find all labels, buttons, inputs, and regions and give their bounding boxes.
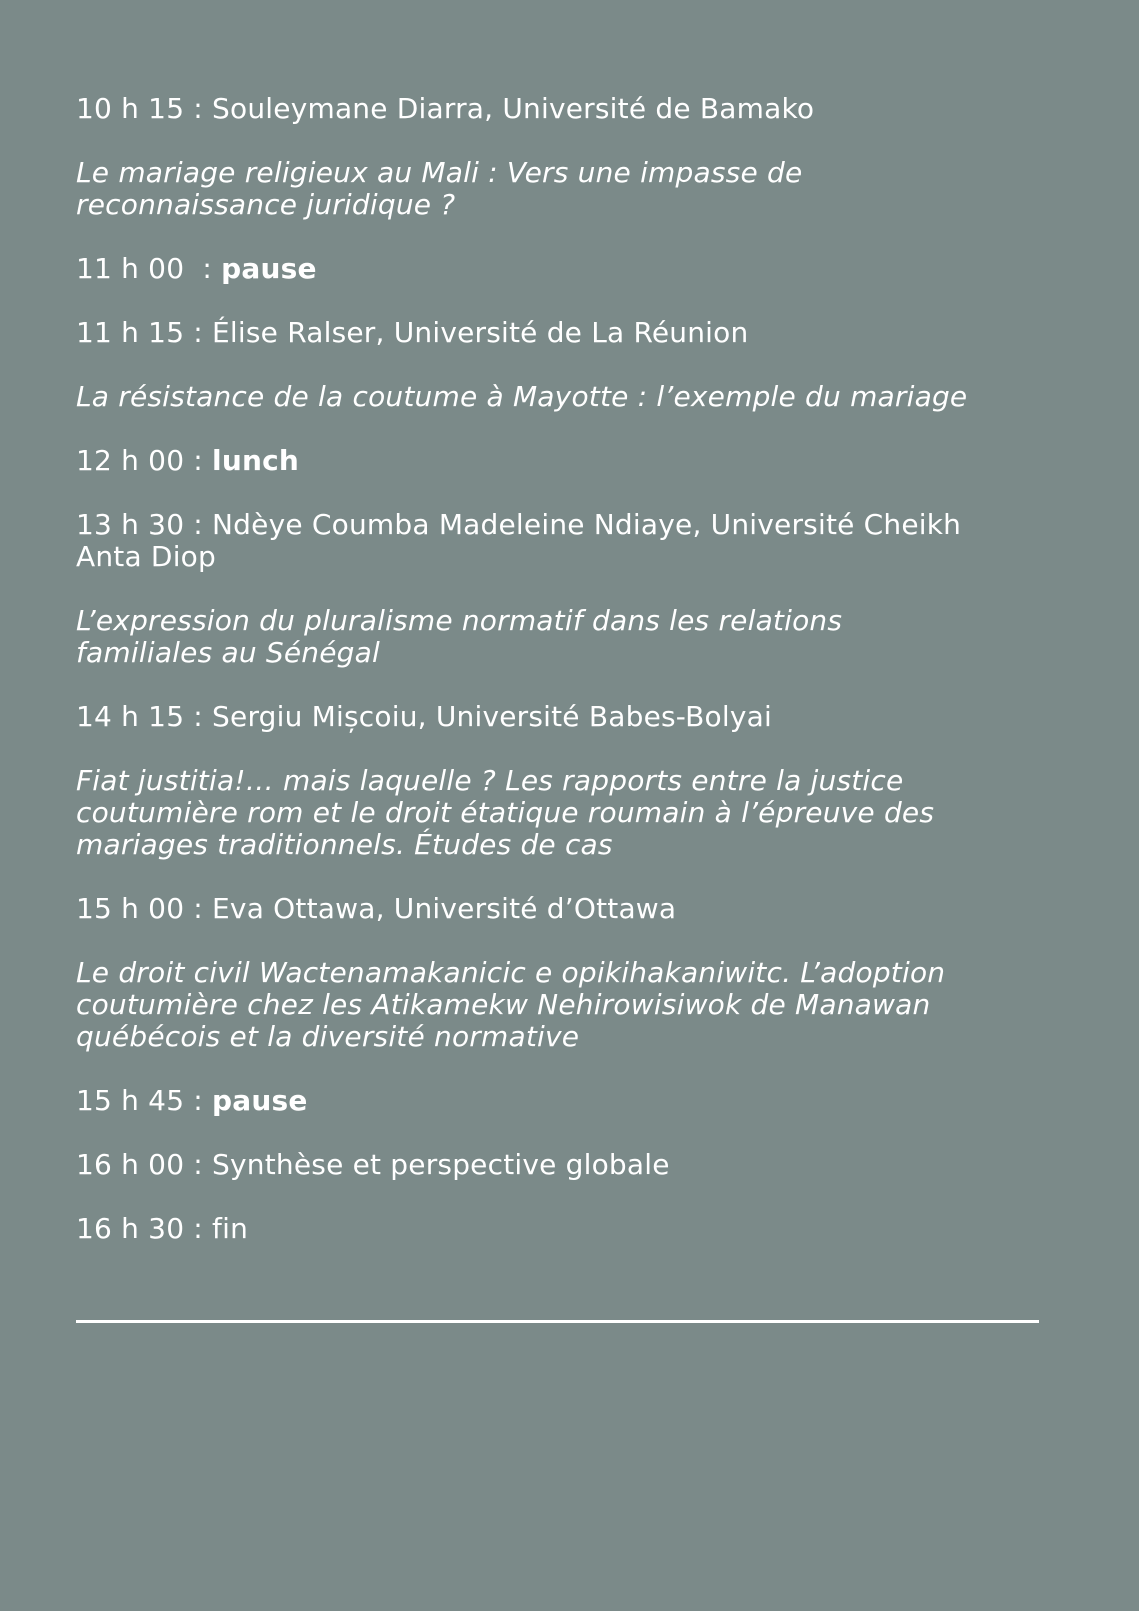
break-label: pause <box>221 252 317 285</box>
synthesis-item: 16 h 00 : Synthèse et perspective globale <box>76 1148 670 1181</box>
break-label: pause <box>212 1084 308 1117</box>
session-speaker: 10 h 15 : Souleymane Diarra, Université de Bamako <box>76 92 815 125</box>
session-speaker: 14 h 15 : Sergiu Mișcoiu, Université Babes-Bolyai <box>76 700 772 733</box>
session-talk-title: La résistance de la coutume à Mayotte : l’exemple du mariage <box>76 380 968 413</box>
divider-line <box>76 1320 1039 1323</box>
break-item <box>76 445 1076 477</box>
break-item <box>76 1085 1076 1117</box>
session-talk-title: L’expression du pluralisme normatif dans les relations familiales au Sénégal <box>76 604 843 669</box>
end-item: 16 h 30 : fin <box>76 1212 249 1245</box>
break-time: 12 h 00 : <box>76 444 213 477</box>
break-item <box>76 253 1076 285</box>
break-time: 15 h 45 : <box>76 1084 213 1117</box>
session-talk-title: Le mariage religieux au Mali : Vers une impasse de reconnaissance juridique ? <box>76 156 803 221</box>
session-talk-title: Fiat justitia!… mais laquelle ? Les rapports entre la justice coutumière rom et le droit étatique roumain à l’épreuve des mariages traditionnels. Études de cas <box>76 764 935 861</box>
session-speaker: 15 h 00 : Eva Ottawa, Université d’Ottawa <box>76 892 677 925</box>
break-time: 11 h 00 : <box>76 252 222 285</box>
session-talk-title: Le droit civil Wactenamakanicic e opikihakaniwitc. L’adoption coutumière chez les Atikamekw Nehirowisiwok de Manawan québécois et la diversité normative <box>76 956 946 1053</box>
schedule <box>76 93 1076 1277</box>
session-speaker: 13 h 30 : Ndèye Coumba Madeleine Ndiaye, Université Cheikh Anta Diop <box>76 508 962 573</box>
break-label: lunch <box>212 444 300 477</box>
session-speaker: 11 h 15 : Élise Ralser, Université de La Réunion <box>76 316 749 349</box>
